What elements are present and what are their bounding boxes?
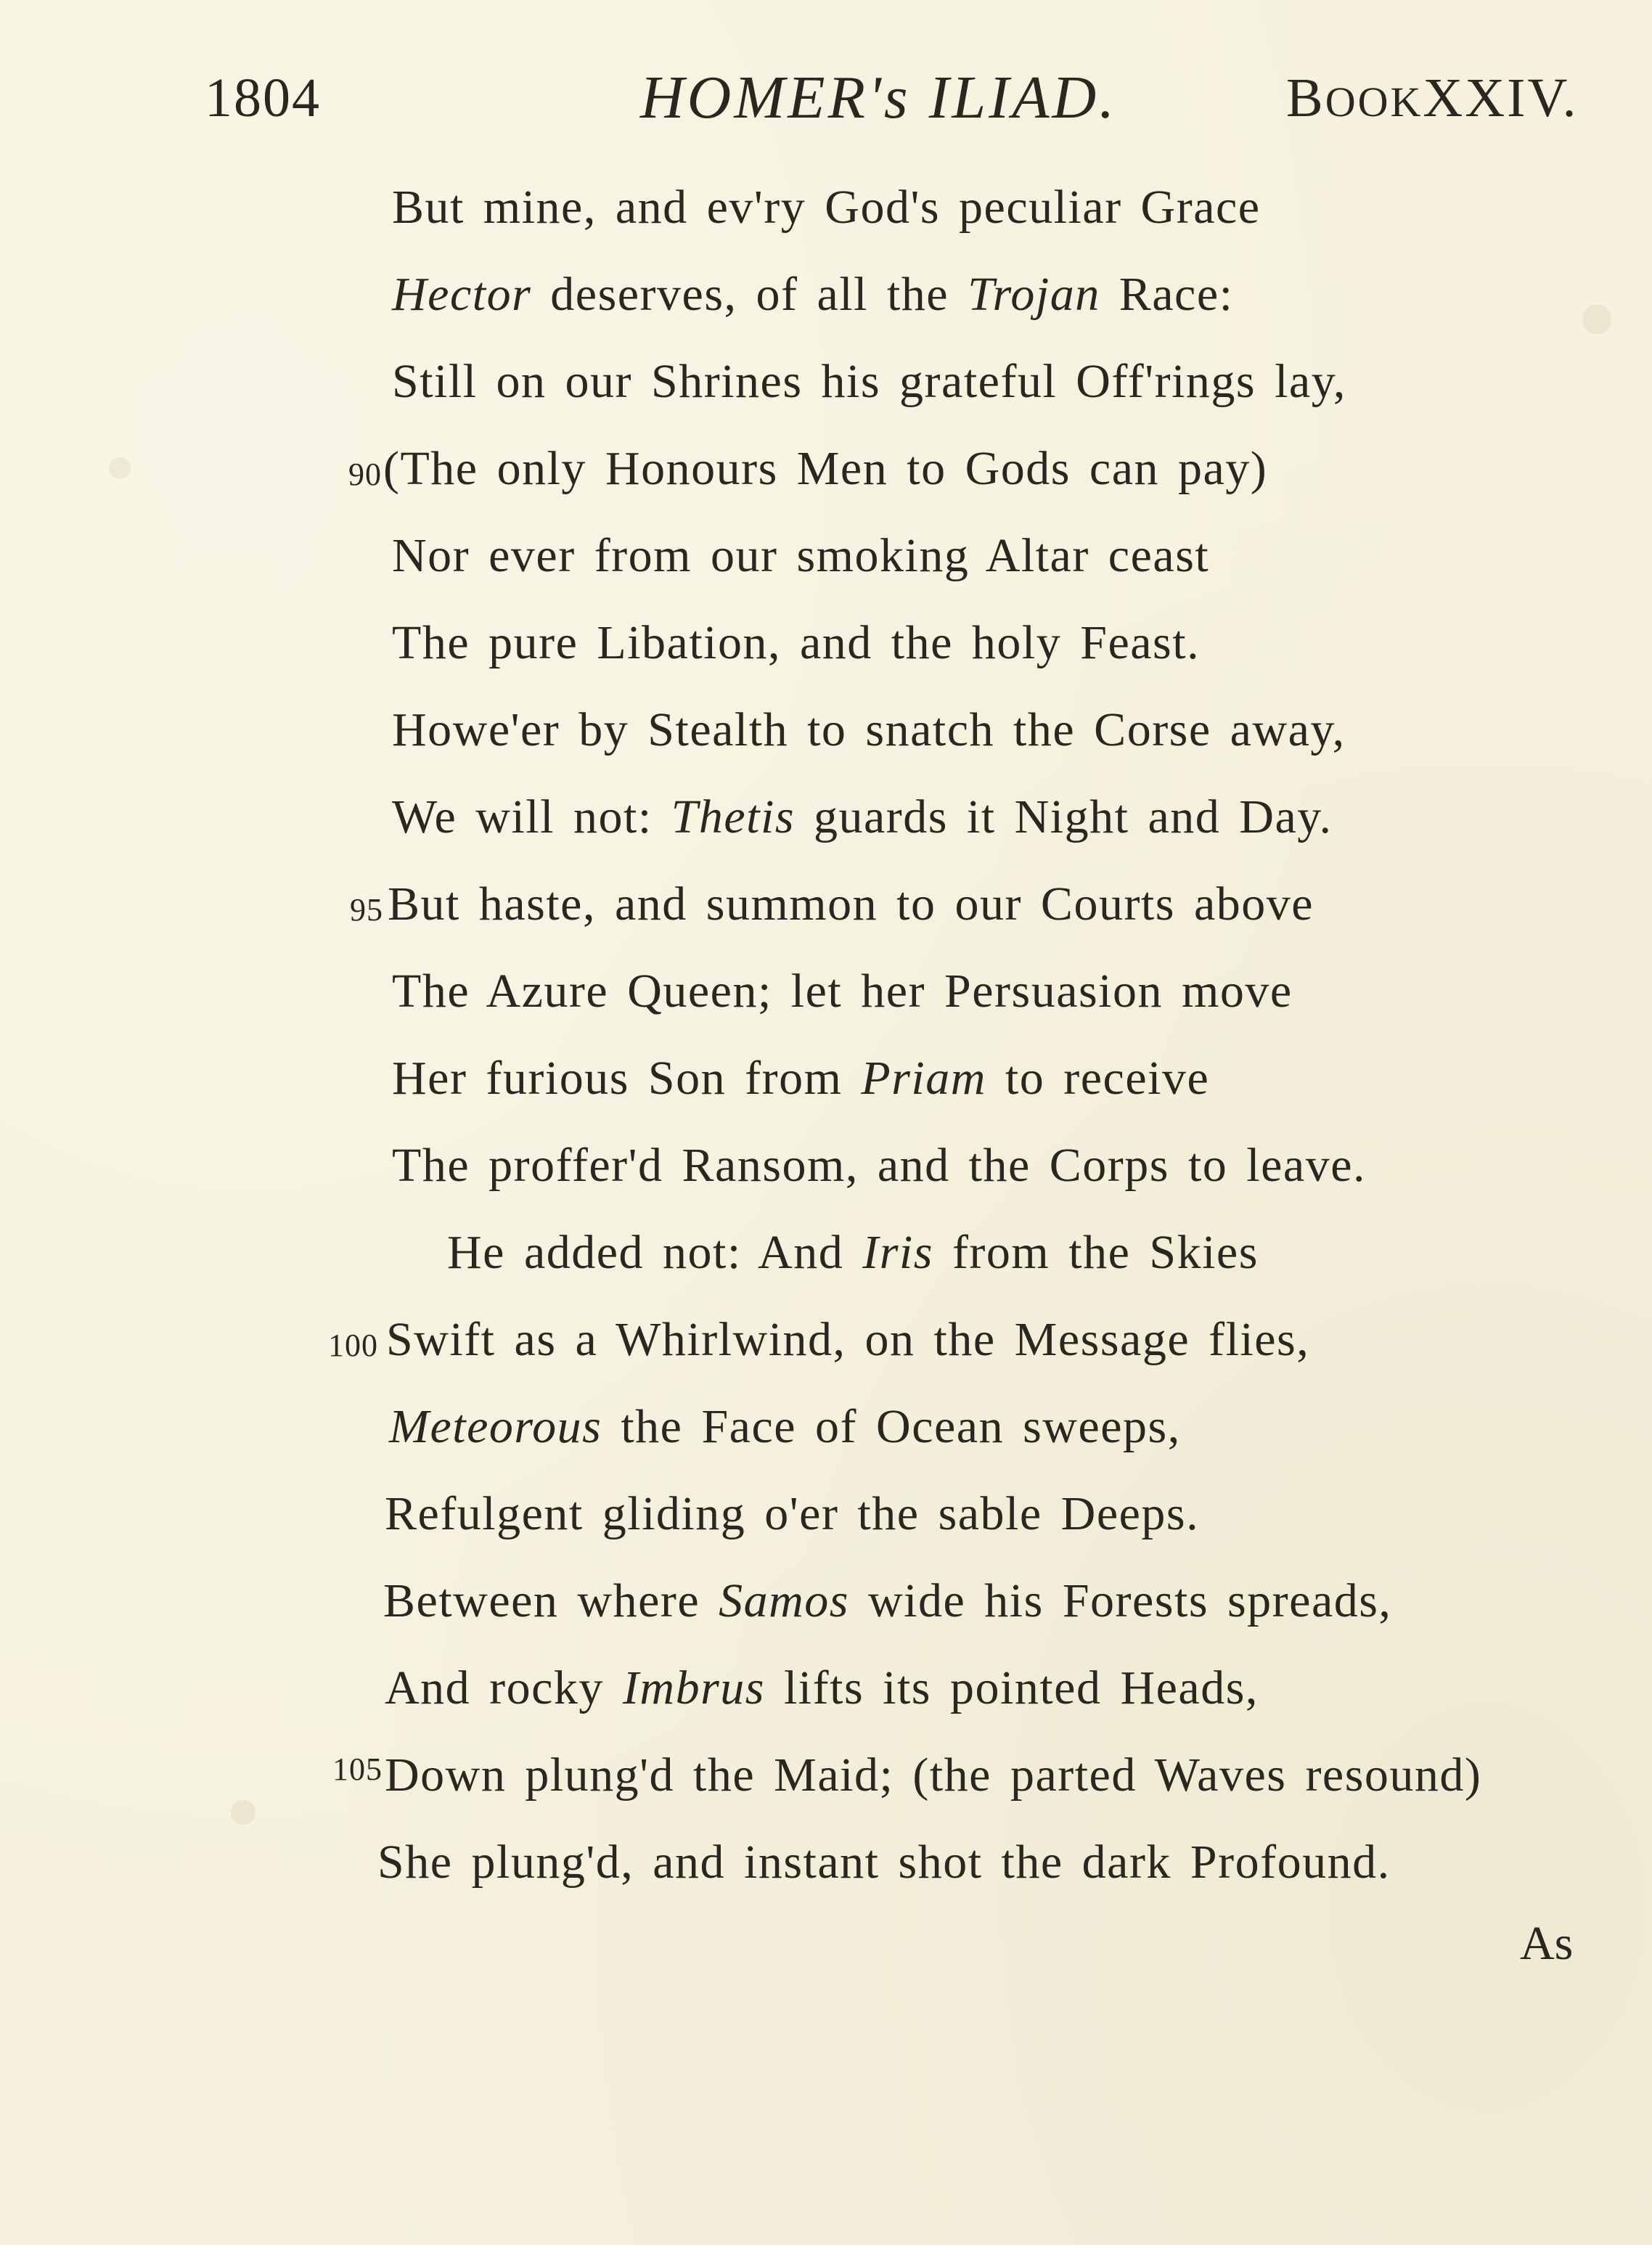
italic-word: Meteorous — [389, 1400, 602, 1453]
line-text: But haste, and summon to our Courts above — [388, 878, 1314, 931]
proper-name: Trojan — [968, 268, 1100, 321]
line-text-segment: from the Skies — [933, 1226, 1259, 1279]
line-text-segment: lifts its pointed Heads, — [764, 1661, 1259, 1714]
line-text: Down plung'd the Maid; (the parted Waves resound) — [385, 1749, 1482, 1802]
line-number: 105 — [332, 1751, 383, 1787]
line-text-segment: deserves, of all the — [531, 268, 968, 321]
line-text — [383, 1574, 1391, 1629]
verse-line — [0, 1835, 1652, 1907]
running-head — [0, 64, 1652, 132]
book-prefix-cap: B — [1286, 68, 1325, 128]
line-number: 95 — [350, 892, 383, 928]
book-numeral: XXIV. — [1423, 68, 1579, 128]
line-text: She plung'd, and instant shot the dark Profound. — [377, 1836, 1391, 1889]
line-text: Swift as a Whirlwind, on the Message flies, — [386, 1313, 1310, 1366]
verse-line — [0, 1574, 1652, 1646]
line-text-segment: Her furious Son from — [392, 1052, 862, 1105]
verse-line — [0, 1748, 1652, 1820]
verse-line — [0, 1051, 1652, 1124]
verse-line — [0, 267, 1652, 340]
verse-line — [0, 1487, 1652, 1559]
line-text: The pure Libation, and the holy Feast. — [392, 616, 1201, 669]
catchword: As — [1520, 1917, 1574, 1970]
verse-line — [0, 964, 1652, 1036]
line-text-segment: guards it Night and Day. — [795, 790, 1333, 843]
line-text — [392, 267, 1233, 322]
line-text-segment: wide his Forests spreads, — [849, 1574, 1392, 1627]
line-number: 100 — [328, 1328, 378, 1363]
verse-line — [0, 1661, 1652, 1733]
line-text: The Azure Queen; let her Persuasion move — [392, 965, 1293, 1018]
line-text: Still on our Shrines his grateful Off'rings lay, — [392, 355, 1346, 408]
line-text-segment: to receive — [986, 1052, 1210, 1105]
line-text-segment: the Face of Ocean sweeps, — [602, 1400, 1181, 1453]
verse-line — [0, 616, 1652, 688]
line-text-segment: Between where — [383, 1574, 719, 1627]
line-text: Howe'er by Stealth to snatch the Corse away, — [392, 703, 1346, 756]
line-number: 90 — [348, 457, 382, 492]
line-text-segment: He added not: And — [447, 1226, 863, 1279]
line-text — [447, 1225, 1259, 1280]
verse-line — [0, 528, 1652, 601]
verse-line — [0, 354, 1652, 427]
proper-name: Hector — [392, 268, 532, 321]
line-text — [392, 790, 1332, 845]
proper-name: Imbrus — [622, 1661, 765, 1714]
line-text — [385, 1661, 1259, 1716]
proper-name: Iris — [862, 1226, 933, 1279]
verse-line — [0, 441, 1652, 514]
verse-line — [0, 180, 1652, 253]
running-title: HOMER's ILIAD. — [640, 64, 1118, 131]
proper-name: Samos — [719, 1574, 849, 1627]
verse-line — [0, 1312, 1652, 1385]
line-text-segment: And rocky — [385, 1661, 623, 1714]
line-text — [389, 1399, 1181, 1455]
line-text: But mine, and ev'ry God's peculiar Grace — [392, 181, 1261, 234]
page-number: 1804 — [205, 68, 321, 128]
line-text — [392, 1051, 1209, 1106]
line-text: (The only Honours Men to Gods can pay) — [383, 442, 1268, 495]
verse-line — [0, 877, 1652, 949]
verse-line — [0, 1399, 1652, 1472]
verse-line — [0, 703, 1652, 775]
proper-name: Thetis — [671, 790, 796, 843]
book-number — [1286, 67, 1579, 130]
verse-line — [0, 790, 1652, 862]
line-text-segment: We will not: — [392, 790, 671, 843]
verse-line — [0, 1138, 1652, 1211]
line-text-segment: Race: — [1100, 268, 1234, 321]
line-text: Nor ever from our smoking Altar ceast — [392, 529, 1210, 582]
line-text: The proffer'd Ransom, and the Corps to leave. — [392, 1139, 1367, 1192]
line-text: Refulgent gliding o'er the sable Deeps. — [385, 1487, 1200, 1540]
book-prefix-smallcaps: OOK — [1325, 78, 1423, 126]
verse-line — [0, 1225, 1652, 1298]
proper-name: Priam — [861, 1052, 986, 1105]
